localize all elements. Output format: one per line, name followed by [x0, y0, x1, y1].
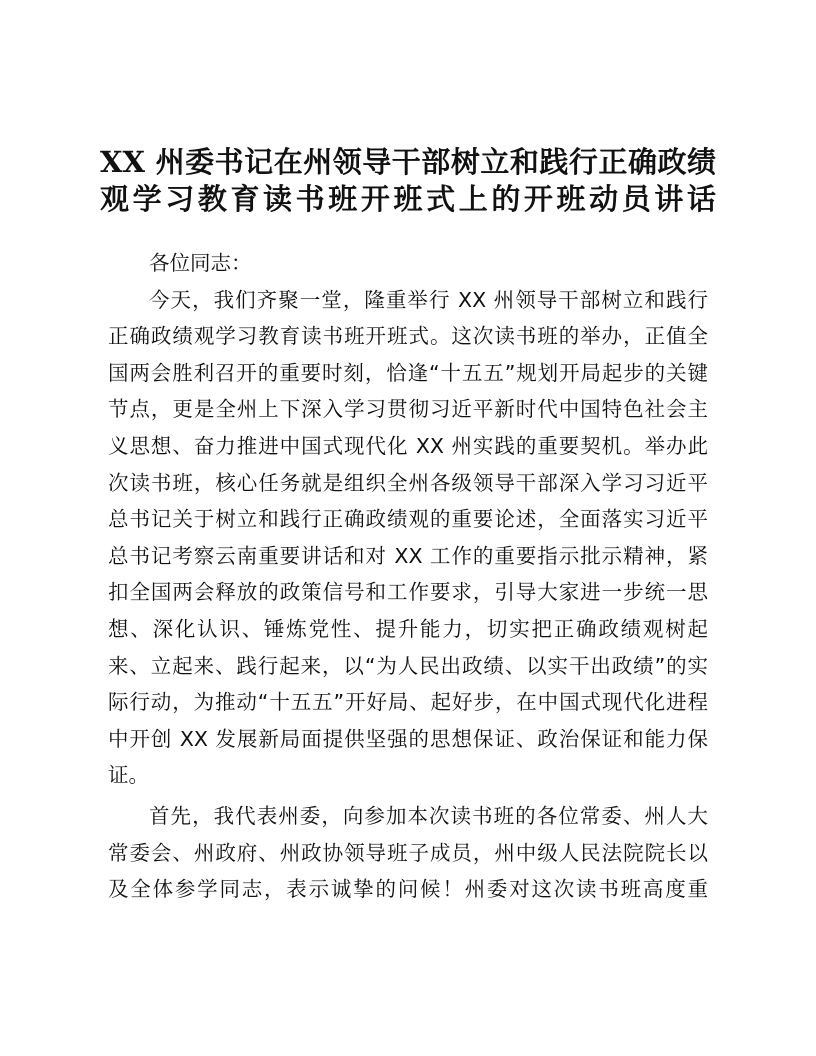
- document-body: [108, 245, 708, 908]
- paragraph-line: 今天，我们齐聚一堂，隆重举行 XX 州领导干部树立和践行: [149, 287, 708, 312]
- paragraph-line: 证。: [108, 763, 149, 788]
- salutation-text: 各位同志：: [149, 251, 252, 275]
- document-title: [100, 140, 716, 216]
- paragraph-1: [108, 282, 708, 794]
- paragraph-line: 节点，更是全州上下深入学习贯彻习近平新时代中国特色社会主: [108, 397, 708, 422]
- paragraph-line: 常委会、州政府、州政协领导班子成员，州中级人民法院院长以: [108, 840, 708, 865]
- paragraph-line: 来、立起来、践行起来，以“为人民出政绩、以实干出政绩”的实: [108, 653, 708, 678]
- paragraph-2: [108, 798, 708, 908]
- paragraph-line: 中开创 XX 发展新局面提供坚强的思想保证、政治保证和能力保: [108, 726, 708, 751]
- paragraph-line: 首先，我代表州委，向参加本次读书班的各位常委、州人大: [149, 803, 708, 828]
- salutation: [108, 245, 708, 282]
- title-line: XX 州委书记在州领导干部树立和践行正确政绩: [100, 145, 716, 179]
- paragraph-line: 总书记考察云南重要讲话和对 XX 工作的重要指示批示精神，紧: [108, 543, 708, 568]
- paragraph-line: 总书记关于树立和践行正确政绩观的重要论述，全面落实习近平: [108, 507, 708, 532]
- paragraph-line: 扣全国两会释放的政策信号和工作要求，引导大家进一步统一思: [108, 580, 708, 605]
- paragraph-line: 正确政绩观学习教育读书班开班式。这次读书班的举办，正值全: [108, 324, 708, 349]
- paragraph-line: 义思想、奋力推进中国式现代化 XX 州实践的重要契机。举办此: [108, 433, 708, 458]
- paragraph-line: 及全体参学同志，表示诚挚的问候！州委对这次读书班高度重: [108, 877, 708, 902]
- paragraph-line: 次读书班，核心任务就是组织全州各级领导干部深入学习习近平: [108, 470, 708, 495]
- paragraph-line: 想、深化认识、锤炼党性、提升能力，切实把正确政绩观树起: [108, 616, 708, 641]
- paragraph-line: 际行动，为推动“十五五”开好局、起好步，在中国式现代化进程: [108, 690, 708, 715]
- paragraph-line: 国两会胜利召开的重要时刻，恰逢“十五五”规划开局起步的关键: [108, 360, 708, 385]
- title-line: 观学习教育读书班开班式上的开班动员讲话: [100, 181, 716, 216]
